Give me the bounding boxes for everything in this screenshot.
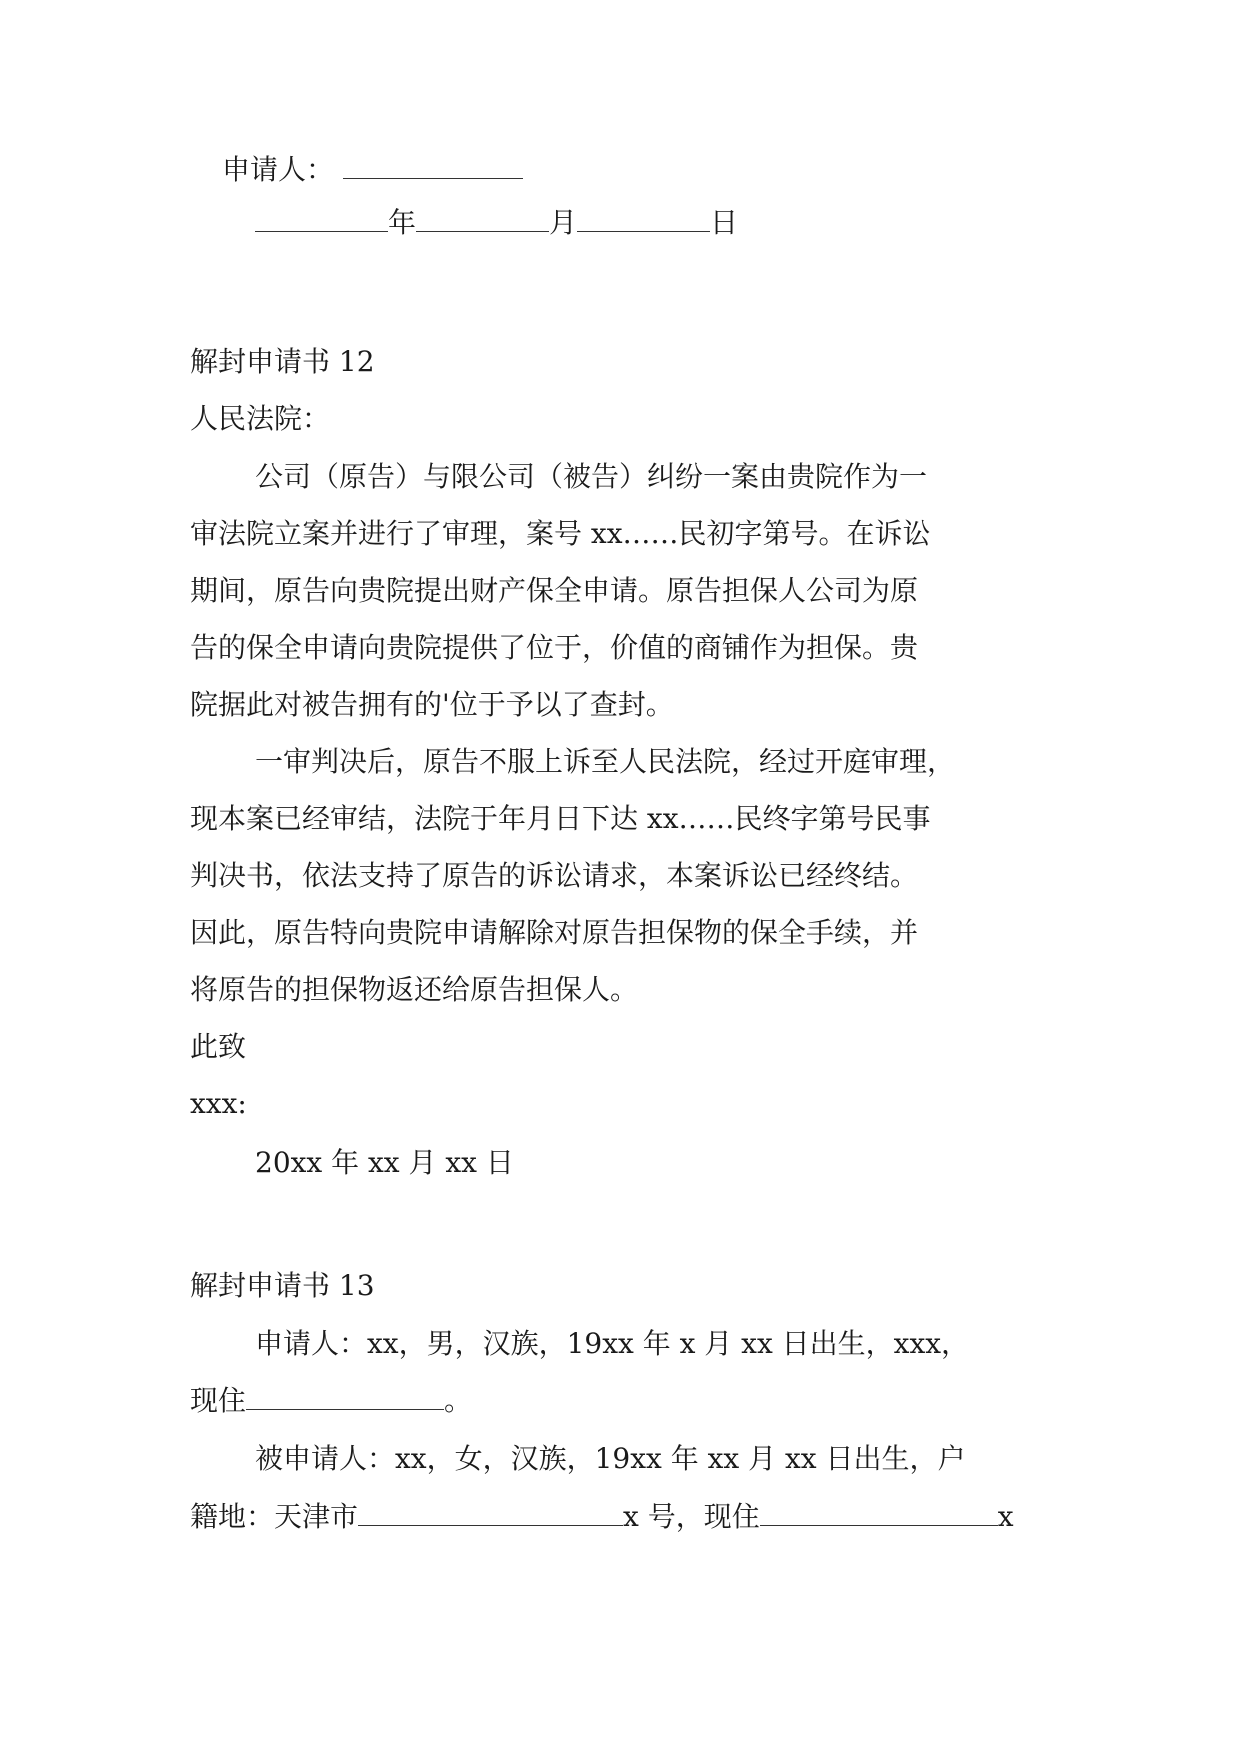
section12-recipient: xxx: (190, 1087, 247, 1120)
section12-para2-line2: 现本案已经审结，法院于年月日下达 xx……民终字第号民事 (190, 802, 931, 835)
year-label: 年 (388, 206, 417, 239)
applicant-address-prefix: 现住 (190, 1384, 247, 1417)
section12-para1-line3: 期间，原告向贵院提出财产保全申请。原告担保人公司为原 (190, 574, 919, 607)
section12-para2-line1: 一审判决后，原告不服上诉至人民法院，经过开庭审理， (255, 745, 956, 778)
applicant-address-blank (246, 1383, 444, 1410)
respondent-domicile-prefix: 籍地：天津市 (190, 1500, 359, 1533)
applicant-address-suffix: 。 (444, 1384, 473, 1417)
section12-para1-line5: 院据此对被告拥有的'位于予以了查封。 (190, 688, 674, 721)
day-blank (577, 205, 710, 232)
section13-applicant-line2 (190, 1381, 1090, 1421)
section12-para2-line5: 将原告的担保物返还给原告担保人。 (190, 973, 639, 1006)
section13-applicant-line1: 申请人：xx，男，汉族，19xx 年 x 月 xx 日出生，xxx， (255, 1327, 970, 1360)
section12-para1-line1: 公司（原告）与限公司（被告）纠纷一案由贵院作为一 (255, 460, 928, 493)
applicant-blank (343, 152, 523, 179)
section13-title: 解封申请书 13 (190, 1269, 375, 1302)
section12-para2-line3: 判决书，依法支持了原告的诉讼请求，本案诉讼已经终结。 (190, 859, 919, 892)
section12-date: 20xx 年 xx 月 xx 日 (255, 1146, 514, 1179)
section13-respondent-line2 (190, 1497, 1090, 1537)
section12-para2-line4: 因此，原告特向贵院申请解除对原告担保物的保全手续，并 (190, 916, 919, 949)
month-blank (416, 205, 549, 232)
section12-title: 解封申请书 12 (190, 345, 375, 378)
section12-closing: 此致 (190, 1030, 247, 1063)
applicant-signature-line (222, 150, 1122, 190)
date-line (255, 203, 1155, 243)
section13-respondent-line1: 被申请人：xx，女，汉族，19xx 年 xx 月 xx 日出生，户 (255, 1442, 966, 1475)
day-label: 日 (710, 206, 739, 239)
respondent-domicile-mid: x 号，现住 (623, 1500, 760, 1533)
month-label: 月 (549, 206, 578, 239)
respondent-address-suffix: x (997, 1500, 1014, 1533)
section12-para1-line2: 审法院立案并进行了审理，案号 xx……民初字第号。在诉讼 (190, 517, 931, 550)
section12-para1-line4: 告的保全申请向贵院提供了位于，价值的商铺作为担保。贵 (190, 631, 919, 664)
respondent-address-blank (760, 1499, 998, 1526)
respondent-domicile-blank (358, 1499, 623, 1526)
section12-addressee: 人民法院： (190, 402, 331, 435)
applicant-label: 申请人： (222, 153, 335, 186)
year-blank (255, 205, 388, 232)
